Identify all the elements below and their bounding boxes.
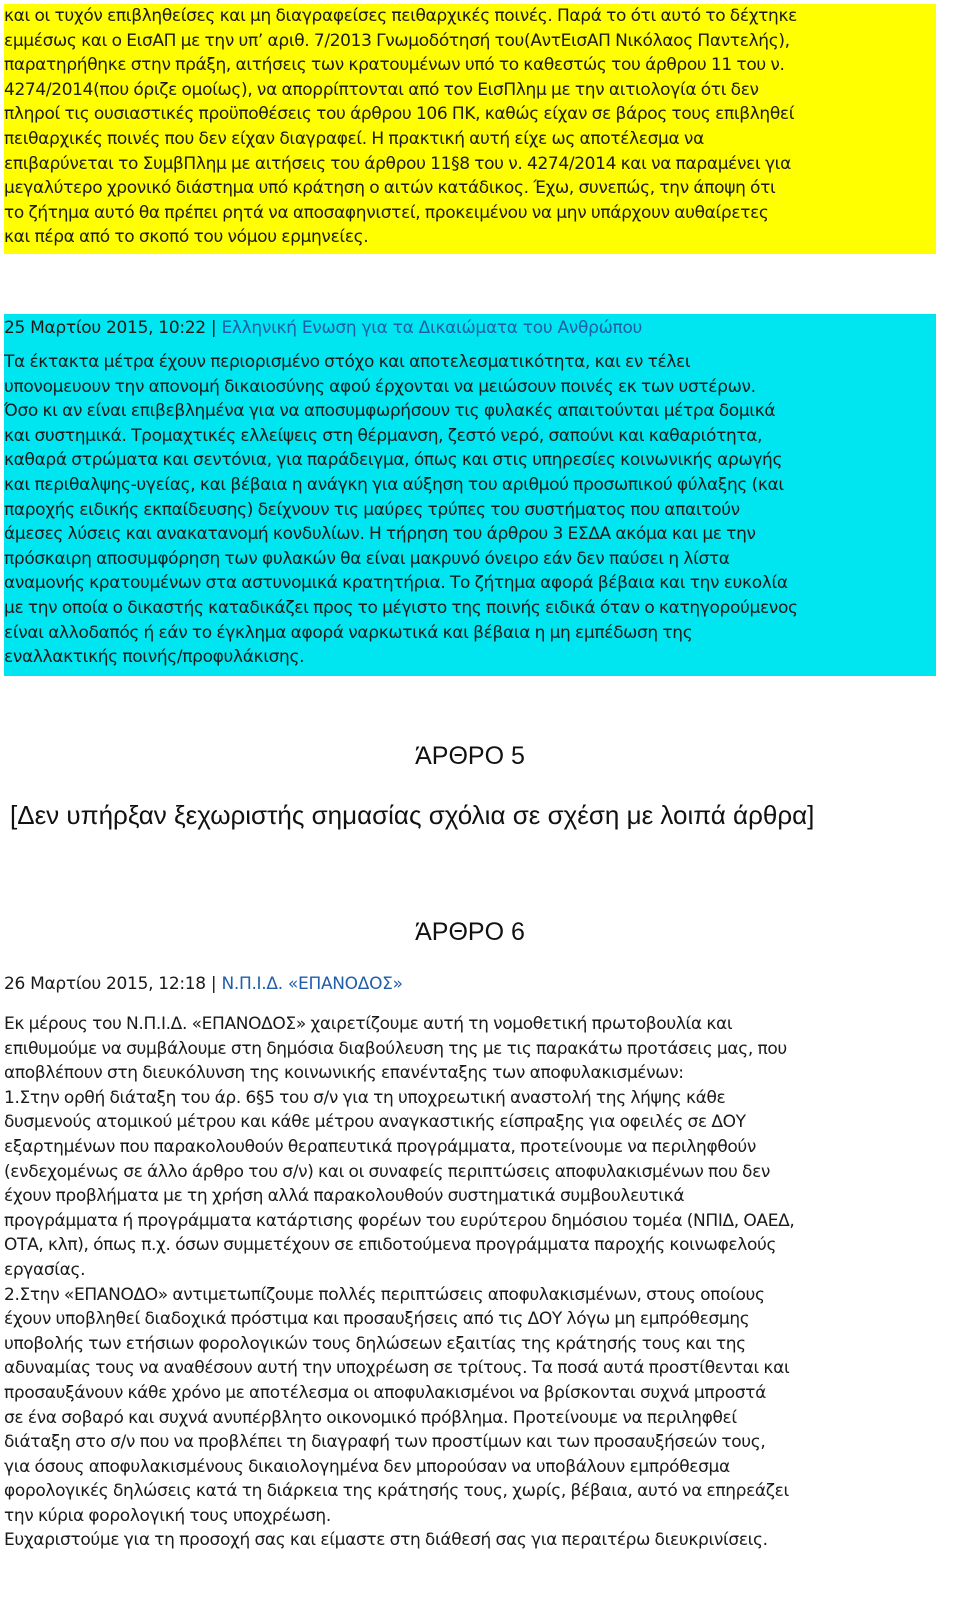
text-line: εργασίας. [4,1259,86,1280]
text-line: 4274/2014(που όριζε ομοίως), να απορρίπτονται από τον ΕισΠλημ με την αιτιολογία ότι δεν [4,79,759,100]
text-line: πληροί τις ουσιαστικές προϋποθέσεις του άρθρου 106 ΠΚ, καθώς είχαν σε βάρος τους επιβληθεί [4,104,795,125]
text-line: (ενδεχομένως σε άλλο άρθρο του σ/ν) και οι συναφείς περιπτώσεις αποφυλακισμένων που δεν [4,1161,771,1182]
text-line: δυσμενούς ατομικού μέτρου και κάθε μέτρου αναγκαστικής είσπραξης για οφειλές σε ΔΟΥ [4,1112,746,1133]
text-line: το ζήτημα αυτό θα πρέπει ρητά να αποσαφηνιστεί, προκειμένου να μην υπάρχουν αυθαίρετες [4,202,769,223]
text-line: Τα έκτακτα μέτρα έχουν περιορισμένο στόχο και αποτελεσματικότητα, και εν τέλει [4,352,691,372]
comment-timestamp: 25 Μαρτίου 2015, 10:22 [4,318,206,338]
text-line: επιβαρύνεται το ΣυμβΠλημ με αιτήσεις του άρθρου 11§8 του ν. 4274/2014 και να παραμένει για [4,153,791,174]
text-line: και πέρα από το σκοπό του νόμου ερμηνείες. [4,227,369,248]
comment-author-link[interactable]: Ν.Π.Ι.Δ. «ΕΠΑΝΟΔΟΣ» [221,974,403,994]
comment-body [4,1012,936,1553]
text-line: Ευχαριστούμε για τη προσοχή σας και είμαστε στη διάθεσή σας για περαιτέρω διευκρινίσεις. [4,1530,768,1551]
highlighted-comment-block-cyan [4,314,936,676]
highlighted-text-block-yellow [4,4,936,254]
text-line: για όσους αποφυλακισμένους δικαιολογημένα δεν μπορούσαν να υποβάλουν εμπρόθεσμα [4,1456,730,1477]
text-line: Όσο κι αν είναι επιβεβλημένα για να αποσυμφωρήσουν τις φυλακές απαιτούνται μέτρα δομικά [4,401,776,422]
comment-body [4,350,936,670]
text-line: επιθυμούμε να συμβάλουμε στη δημόσια διαβούλευση της με τις παρακάτω προτάσεις μας, που [4,1038,787,1059]
text-line: υποβολής των ετήσιων φορολογικών τους δηλώσεων εξαιτίας της κράτησής τους και της [4,1333,746,1354]
text-line: εμμέσως και ο ΕισΑΠ με την υπ’ αριθ. 7/2013 Γνωμοδότησή του(ΑντΕισΑΠ Νικόλαος Παντελής), [4,30,790,51]
article-5-note: [Δεν υπήρξαν ξεχωριστής σημασίας σχόλια σε σχέση με λοιπά άρθρα] [10,800,815,830]
text-line: την κύρια φορολογική τους υποχρέωση. [4,1505,331,1526]
text-line: είναι αλλοδαπός ή εάν το έγκλημα αφορά ναρκωτικά και βέβαια η μη εμπέδωση της [4,622,693,643]
text-line: και οι τυχόν επιβληθείσες και μη διαγραφείσες πειθαρχικές ποινές. Παρά το ότι αυτό το δέχτηκε [4,6,797,26]
text-line: πειθαρχικές ποινές που δεν είχαν διαγραφεί. Η πρακτική αυτή είχε ως αποτέλεσμα να [4,128,704,149]
text-line: 1.Στην ορθή διάταξη του άρ. 6§5 του σ/ν για τη υποχρεωτική αναστολή της λήψης κάθε [4,1087,726,1108]
comment-block [4,972,936,1553]
paragraph-top [4,4,936,250]
text-line: ΟΤΑ, κλπ), όπως π.χ. όσων συμμετέχουν σε επιδοτούμενα προγράμματα παροχής κοινωφελούς [4,1235,777,1256]
text-line: 2.Στην «ΕΠΑΝΟΔΟ» αντιμετωπίζουμε πολλές περιπτώσεις αποφυλακισμένων, στους οποίους [4,1284,765,1305]
text-line: με την οποία ο δικαστής καταδικάζει προς το μέγιστο της ποινής ειδικά όταν ο κατηγορούμενος [4,597,798,618]
text-line: και συστημικά. Τρομαχτικές ελλείψεις στη θέρμανση, ζεστό νερό, σαπούνι και καθαριότητα, [4,425,763,446]
text-line: αποβλέπουν στη διευκόλυνση της κοινωνικής επανένταξης των αποφυλακισμένων: [4,1063,684,1084]
comment-meta [4,314,936,340]
text-line: άμεσες λύσεις και ανακατανομή κονδυλίων. Η τήρηση του άρθρου 3 ΕΣΔΑ ακόμα και με την [4,524,756,545]
text-line: διάταξη στο σ/ν που να προβλέπει τη διαγραφή των προστίμων και των προσαυξήσεών τους, [4,1432,766,1453]
meta-separator: | [210,318,217,338]
comment-author-link[interactable]: Ελληνική Ενωση για τα Δικαιώματα του Ανθρώπου [221,318,643,338]
text-line: φορολογικές δηλώσεις κατά τη διάρκεια της κράτησής τους, χωρίς, βέβαια, αυτό να επηρεάζει [4,1481,789,1502]
meta-separator: | [210,974,217,994]
text-line: προσαυξάνουν κάθε χρόνο με αποτέλεσμα οι αποφυλακισμένοι να βρίσκονται συχνά μπροστά [4,1382,766,1403]
article-5-heading: ΆΡΘΡΟ 5 [415,742,525,770]
text-line: πρόσκαιρη αποσυμφόρηση των φυλακών θα είναι μακρυνό όνειρο εάν δεν παύσει η λίστα [4,548,730,569]
text-line: σε ένα σοβαρό και συχνά ανυπέρβλητο οικονομικό πρόβλημα. Προτείνουμε να περιληφθεί [4,1407,737,1428]
comment-meta [4,972,936,996]
text-line: μεγαλύτερο χρονικό διάστημα υπό κράτηση ο αιτών κατάδικος. Έχω, συνεπώς, την άποψη ότι [4,178,776,199]
text-line: εναλλακτικής ποινής/προφυλάκισης. [4,647,305,668]
text-line: έχουν υποβληθεί διαδοχικά πρόστιμα και προσαυξήσεις από τις ΔΟΥ λόγω μη εμπρόθεσμης [4,1309,750,1330]
article-6-heading: ΆΡΘΡΟ 6 [415,918,525,946]
text-line: προγράμματα ή προγράμματα κατάρτισης φορέων του ευρύτερου δημόσιου τομέα (ΝΠΙΔ, ΟΑΕΔ, [4,1210,795,1231]
text-line: και περιθαλψης-υγείας, και βέβαια η ανάγκη για αύξηση του αριθμού προσωπικού φύλαξης (και [4,474,784,495]
text-line: αναμονής κρατουμένων στα αστυνομικά κρατητήρια. Το ζήτημα αφορά βέβαια και την ευκολία [4,573,788,594]
text-line: παρατηρήθηκε στην πράξη, αιτήσεις των κρατουμένων υπό το καθεστώς του άρθρου 11 του ν. [4,55,785,76]
text-line: αδυναμίας τους να αναθέσουν αυτή την υποχρέωση σε τρίτους. Τα ποσά αυτά προστίθενται και [4,1358,790,1379]
text-line: υπονομευουν την απονομή δικαιοσύνης αφού έρχονται να μειώσουν ποινές εκ των υστέρων. [4,376,756,397]
text-line: καθαρά στρώματα και σεντόνια, για παράδειγμα, όπως και στις υπηρεσίες κοινωνικής αρωγής [4,450,783,471]
text-line: εξαρτημένων που παρακολουθούν θεραπευτικά προγράμματα, προτείνουμε να περιληφθούν [4,1136,757,1157]
text-line: Εκ μέρους του Ν.Π.Ι.Δ. «ΕΠΑΝΟΔΟΣ» χαιρετίζουμε αυτή τη νομοθετική πρωτοβουλία και [4,1014,733,1034]
comment-timestamp: 26 Μαρτίου 2015, 12:18 [4,974,206,994]
text-line: παροχής ειδικής εκπαίδευσης) δείχνουν τις μαύρες τρύπες του συστήματος που απαιτούν [4,499,740,520]
text-line: έχουν προβλήματα με τη χρήση αλλά παρακολουθούν συστηματικά συμβουλευτικά [4,1186,685,1207]
